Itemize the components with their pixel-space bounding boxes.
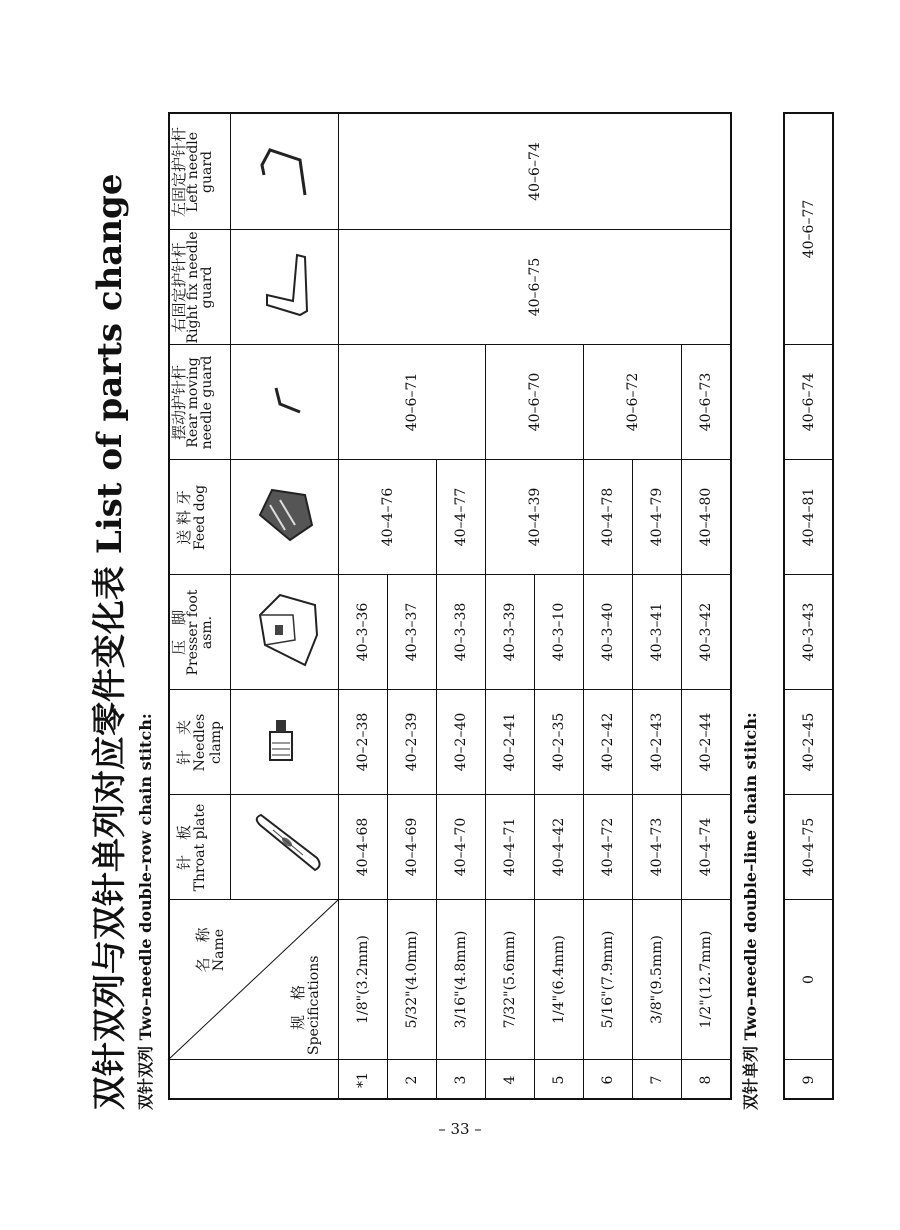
row-number: 3 [453, 1075, 469, 1085]
cell-feed-dog: 40–4–80 [698, 487, 714, 547]
header-spec: 规 格 Specifications [289, 955, 322, 1055]
cell-needles-clamp: 40–2–42 [600, 712, 616, 772]
section-title-double-line: 双针单列 Two–needle double–line chain stitch: [741, 712, 760, 1110]
row-number: *1 [355, 1072, 371, 1088]
rear-needle-guard-icon [270, 380, 310, 420]
feed-dog-icon [250, 480, 320, 550]
header-right-needle-guard: 右固定护针杆 Right fix needle guard [170, 231, 215, 344]
needles-clamp-icon [262, 715, 302, 765]
row-number: 6 [600, 1075, 616, 1085]
cell-presser-foot: 40–3–41 [649, 602, 665, 662]
page-number: – 33 – [438, 1120, 482, 1138]
header-rear-needle-guard: 摆动护针杆 Rear moving needle guard [170, 355, 215, 450]
row-spec: 1/8"(3.2mm) [355, 935, 371, 1024]
cell-throat-plate: 40–4–72 [600, 817, 616, 877]
row-number: 4 [502, 1075, 518, 1085]
cell-feed-dog: 40–4–76 [379, 487, 396, 547]
header-presser-foot: 压 脚 Presser foot asm. [170, 589, 215, 676]
cell-needles-clamp: 40–2–41 [502, 712, 518, 772]
row-number: 9 [800, 1075, 817, 1085]
cell-right-needle-guard: 40–6–75 [526, 257, 543, 317]
row-spec: 1/2"(12.7mm) [698, 930, 714, 1029]
left-needle-guard-icon [250, 135, 320, 205]
row-spec: 3/8"(9.5mm) [649, 935, 665, 1024]
cell-needles-clamp: 40–2–39 [404, 712, 420, 772]
row-spec: 7/32"(5.6mm) [502, 930, 518, 1029]
cell-rear-needle-guard: 40–6–74 [800, 372, 817, 432]
cell-presser-foot: 40–3–38 [453, 602, 469, 662]
cell-throat-plate: 40–4–71 [502, 817, 518, 877]
row-spec: 0 [800, 975, 817, 984]
row-spec: 3/16"(4.8mm) [453, 930, 469, 1029]
cell-presser-foot: 40–3–37 [404, 602, 420, 662]
header-feed-dog: 送 料 牙 Feed dog [175, 484, 208, 551]
cell-throat-plate: 40–4–73 [649, 817, 665, 877]
right-needle-guard-icon [255, 245, 315, 325]
cell-rear-needle-guard: 40–6–72 [624, 372, 641, 432]
cell-needles-clamp: 40–2–38 [355, 712, 371, 772]
cell-presser-foot: 40–3–36 [355, 602, 371, 662]
cell-rear-needle-guard: 40–6–70 [526, 372, 543, 432]
header-throat-plate: 针 板 Throat plate [175, 803, 208, 892]
cell-throat-plate: 40–4–74 [698, 817, 714, 877]
row-number: 2 [404, 1075, 420, 1085]
cell-presser-foot: 40–3–10 [551, 602, 567, 662]
section-title-double-row: 双针双列 Two–needle double–row chain stitch: [136, 713, 155, 1110]
row-number: 7 [649, 1075, 665, 1085]
cell-feed-dog: 40–4–81 [800, 487, 817, 547]
row-spec: 5/16"(7.9mm) [600, 930, 616, 1029]
header-name: 名 称 Name [194, 927, 227, 973]
presser-foot-icon [245, 585, 325, 675]
cell-feed-dog: 40–4–77 [453, 487, 469, 547]
cell-feed-dog: 40–4–39 [526, 487, 543, 547]
cell-throat-plate: 40–4–70 [453, 817, 469, 877]
cell-throat-plate: 40–4–75 [800, 817, 817, 877]
cell-needles-clamp: 40–2–44 [698, 712, 714, 772]
header-needles-clamp: 针 夹 Needles clamp [175, 713, 224, 772]
cell-right-left-needle-guard: 40–6–77 [800, 199, 817, 259]
cell-presser-foot: 40–3–40 [600, 602, 616, 662]
cell-left-needle-guard: 40–6–74 [526, 142, 543, 201]
cell-throat-plate: 40–4–42 [551, 817, 567, 877]
cell-needles-clamp: 40–2–35 [551, 712, 567, 772]
cell-needles-clamp: 40–2–45 [800, 712, 817, 772]
cell-feed-dog: 40–4–79 [649, 487, 665, 547]
cell-feed-dog: 40–4–78 [600, 487, 616, 547]
cell-presser-foot: 40–3–39 [502, 602, 518, 662]
cell-throat-plate: 40–4–69 [404, 817, 420, 877]
cell-presser-foot: 40–3–42 [698, 602, 714, 662]
throat-plate-icon [245, 810, 325, 880]
row-number: 5 [551, 1075, 567, 1085]
page-title: 双针双列与双针单列对应零件变化表 List of parts change [90, 173, 130, 1110]
cell-needles-clamp: 40–2–43 [649, 712, 665, 772]
row-spec: 1/4"(6.4mm) [551, 935, 567, 1024]
cell-rear-needle-guard: 40–6–73 [698, 372, 714, 432]
header-left-needle-guard: 左固定护针杆 Left needle guard [170, 127, 215, 218]
cell-presser-foot: 40–3–43 [800, 602, 817, 662]
cell-throat-plate: 40–4–68 [355, 817, 371, 877]
row-number: 8 [698, 1075, 714, 1085]
row-spec: 5/32"(4.0mm) [404, 930, 420, 1029]
cell-needles-clamp: 40–2–40 [453, 712, 469, 772]
cell-rear-needle-guard: 40–6–71 [404, 372, 420, 432]
